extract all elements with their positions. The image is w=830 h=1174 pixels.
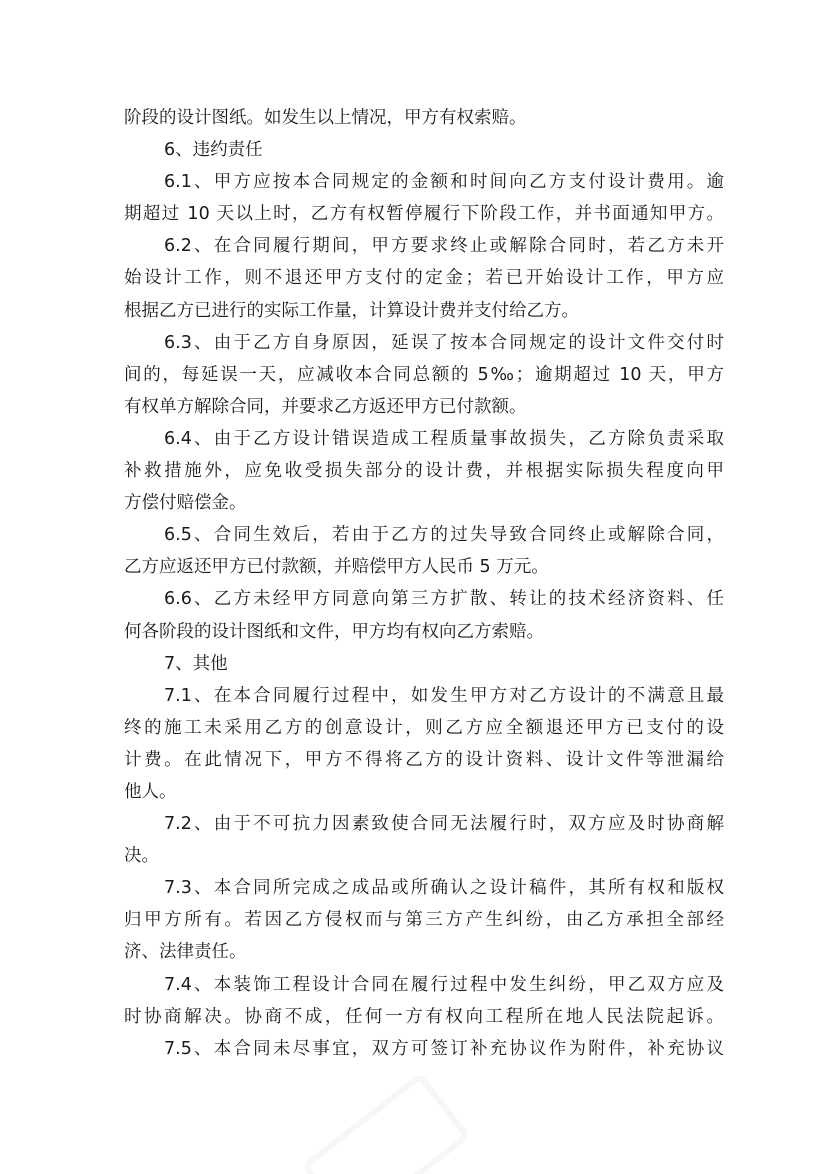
clause-line: 6.2、在合同履行期间，甲方要求终止或解除合同时，若乙方未开 (164, 236, 724, 257)
text-line: 时协商解决。协商不成，任何一方有权向工程所在地人民法院起诉。 (124, 1006, 724, 1027)
text-line: 归甲方所有。若因乙方侵权而与第三方产生纠纷，由乙方承担全部经 (124, 910, 724, 931)
clause-line: 7.2、由于不可抗力因素致使合同无法履行时，双方应及时协商解 (164, 814, 724, 835)
clause-line: 6.6、乙方未经甲方同意向第三方扩散、转让的技术经济资料、任 (164, 589, 724, 610)
text-line: 乙方应返还甲方已付款额，并赔偿甲方人民币 5 万元。 (124, 557, 549, 578)
text-line: 有权单方解除合同，并要求乙方返还甲方已付款额。 (124, 396, 527, 417)
section-heading: 6、违约责任 (164, 140, 263, 161)
text-line: 阶段的设计图纸。如发生以上情况，甲方有权索赔。 (124, 108, 527, 128)
text-line: 方偿付赔偿金。 (124, 493, 247, 514)
text-line: 他人。 (124, 781, 177, 802)
text-line: 终的施工未采用乙方的创意设计，则乙方应全额退还甲方已支付的设 (124, 717, 724, 738)
clause-line: 7.3、本合同所完成之成品或所确认之设计稿件，其所有权和版权 (164, 878, 724, 899)
text-line: 何各阶段的设计图纸和文件，甲方均有权向乙方索赔。 (124, 621, 544, 642)
text-line: 决。 (124, 846, 159, 867)
text-line: 计费。在此情况下，甲方不得将乙方的设计资料、设计文件等泄漏给 (124, 749, 724, 770)
text-line: 根据乙方已进行的实际工作量，计算设计费并支付给乙方。 (124, 300, 579, 321)
clause-line: 6.5、合同生效后，若由于乙方的过失导致合同终止或解除合同， (164, 525, 724, 546)
clause-line: 6.1、甲方应按本合同规定的金额和时间向乙方支付设计费用。逾 (164, 172, 724, 193)
clause-line: 6.4、由于乙方设计错误造成工程质量事故损失，乙方除负责采取 (164, 428, 724, 449)
section-heading: 7、其他 (164, 653, 228, 674)
text-line: 补救措施外，应免收受损失部分的设计费，并根据实际损失程度向甲 (124, 461, 724, 482)
text-line: 期超过 10 天以上时，乙方有权暂停履行下阶段工作，并书面通知甲方。 (124, 204, 724, 225)
document-body (124, 102, 724, 1065)
text-line: 始设计工作，则不退还甲方支付的定金；若已开始设计工作，甲方应 (124, 268, 724, 289)
clause-line: 7.1、在本合同履行过程中，如发生甲方对乙方设计的不满意且最 (164, 685, 724, 706)
clause-line: 7.5、本合同未尽事宜，双方可签订补充协议作为附件，补充协议 (164, 1038, 724, 1059)
text-line: 间的，每延误一天，应减收本合同总额的 5‰；逾期超过 10 天，甲方 (124, 364, 724, 385)
watermark-stamp (301, 1072, 471, 1174)
clause-line: 6.3、由于乙方自身原因，延误了按本合同规定的设计文件交付时 (164, 332, 724, 353)
text-line: 济、法律责任。 (124, 942, 247, 963)
clause-line: 7.4、本装饰工程设计合同在履行过程中发生纠纷，甲乙双方应及 (164, 974, 724, 995)
